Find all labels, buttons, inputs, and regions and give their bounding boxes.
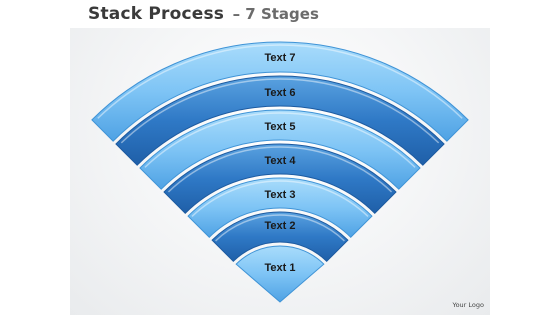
stage-label-2: Text 2 [264,219,296,232]
title-main: Stack Process [88,4,225,24]
stage-band-1 [236,246,324,302]
stage-label-5: Text 5 [264,120,296,133]
logo-placeholder: Your Logo [452,301,484,309]
stage-label-1: Text 1 [264,261,296,274]
title-subtitle: – 7 Stages [232,5,319,23]
stage-label-6: Text 6 [264,86,296,99]
stage-label-4: Text 4 [264,154,296,167]
stage-label-3: Text 3 [264,188,296,201]
stage-label-7: Text 7 [264,51,296,64]
